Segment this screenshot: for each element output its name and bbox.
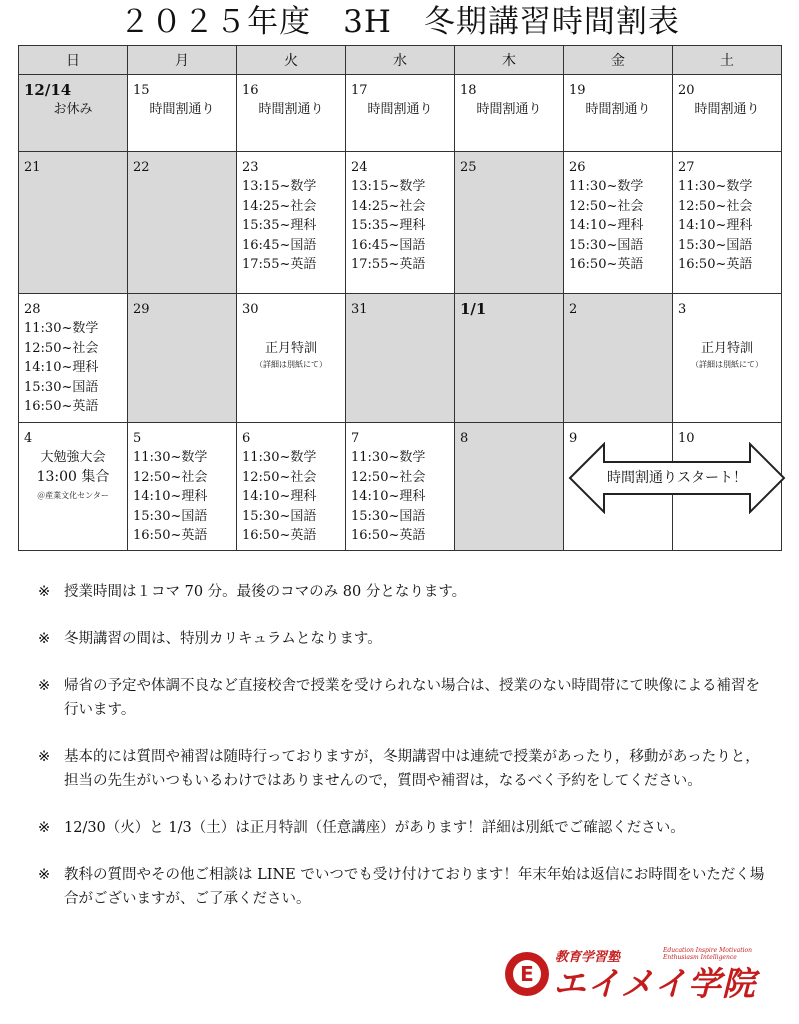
note-mark: ※ xyxy=(38,749,51,765)
notes-section xyxy=(38,580,773,934)
week-row-3 xyxy=(19,294,782,423)
class-slot: 15:30~国語 xyxy=(242,508,317,524)
day-number: 15 xyxy=(133,83,150,98)
day-number: 8 xyxy=(460,431,469,446)
class-slot: 15:30~国語 xyxy=(133,508,208,524)
day-number: 1/1 xyxy=(460,300,487,318)
logo-name: エイメイ学院 xyxy=(553,964,757,1003)
day-number: 9 xyxy=(569,431,578,446)
note-text: 基本的には質問や補習は随時行っておりますが，冬期講習中は連続で授業があったり，移動があったりと，担当の先生がいつもいるわけではありませんので，質問や補習は，なるべく予約をしてください。 xyxy=(64,749,760,789)
class-slot: 14:10~理科 xyxy=(351,489,426,504)
class-slot: 14:10~理科 xyxy=(133,489,208,504)
logo-emblem-icon xyxy=(505,952,549,996)
day-cell-24 xyxy=(346,152,455,294)
note-item xyxy=(38,627,773,651)
day-cell-27 xyxy=(673,152,782,294)
day-cell-26 xyxy=(564,152,673,294)
day-number: 25 xyxy=(460,160,477,175)
regular-start-label: 時間割通りスタート！ xyxy=(607,470,747,486)
class-slot: 16:50~英語 xyxy=(351,528,426,543)
class-slot: 11:30~数学 xyxy=(569,179,644,194)
day-cell-3 xyxy=(673,294,782,423)
class-slot: 15:30~国語 xyxy=(351,508,426,524)
class-slot: 15:30~国語 xyxy=(678,237,753,253)
special-training-label: 正月特訓 xyxy=(264,341,317,356)
day-cell-8 xyxy=(455,423,564,551)
class-slot: 15:35~理科 xyxy=(351,218,426,233)
day-number: 18 xyxy=(460,83,477,98)
logo-tagline: 教育学習塾 xyxy=(555,950,621,965)
day-number: 4 xyxy=(24,431,33,446)
logo-letter: E xyxy=(513,960,541,988)
day-number: 22 xyxy=(133,160,150,175)
day-number: 23 xyxy=(242,160,259,175)
class-slot: 12:50~社会 xyxy=(351,469,426,485)
day-cell-17 xyxy=(346,75,455,152)
class-slot: 12:50~社会 xyxy=(133,469,208,485)
special-training-note: （詳細は別紙にて） xyxy=(691,359,763,369)
day-number: 3 xyxy=(678,302,687,317)
class-slot: 11:30~数学 xyxy=(678,179,753,194)
day-number: 26 xyxy=(569,160,586,175)
class-slot: 14:25~社会 xyxy=(242,198,317,214)
special-training-note: （詳細は別紙にて） xyxy=(255,359,327,369)
class-slot: 14:10~理科 xyxy=(242,489,317,504)
weekday-sat: 土 xyxy=(673,46,782,75)
class-slot: 16:50~英語 xyxy=(242,528,317,543)
weekday-header-row xyxy=(19,46,782,75)
note-text: 帰省の予定や体調不良など直接校舎で授業を受けられない場合は、授業のない時間帯にて映像による補習を行います。 xyxy=(64,678,760,718)
class-slot: 15:30~国語 xyxy=(24,379,99,395)
class-slot: 14:10~理科 xyxy=(569,218,644,233)
day-number: 6 xyxy=(242,431,251,446)
weekday-thu: 木 xyxy=(455,46,564,75)
event-place: ＠産業文化センター xyxy=(37,491,109,500)
day-number: 12/14 xyxy=(24,81,72,99)
regular-schedule-label: 時間割通り xyxy=(258,102,324,117)
regular-schedule-label: 時間割通り xyxy=(585,102,651,117)
day-number: 2 xyxy=(569,302,578,317)
class-slot: 16:50~英語 xyxy=(569,257,644,272)
class-slot: 16:50~英語 xyxy=(678,257,753,272)
note-mark: ※ xyxy=(38,820,51,836)
day-cell-1-1 xyxy=(455,294,564,423)
note-item xyxy=(38,863,773,911)
day-number: 27 xyxy=(678,160,695,175)
regular-schedule-label: 時間割通り xyxy=(476,102,542,117)
class-slot: 11:30~数学 xyxy=(24,321,99,336)
day-cell-18 xyxy=(455,75,564,152)
day-cell-29 xyxy=(128,294,237,423)
class-slot: 16:50~英語 xyxy=(133,528,208,543)
weekday-sun: 日 xyxy=(19,46,128,75)
day-number: 16 xyxy=(242,83,259,98)
day-cell-20 xyxy=(673,75,782,152)
class-slot: 12:50~社会 xyxy=(678,198,753,214)
note-text: 授業時間は１コマ 70 分。最後のコマのみ 80 分となります。 xyxy=(64,584,467,600)
class-slot: 17:55~英語 xyxy=(351,257,426,272)
page-title: ２０２５年度 3H 冬期講習時間割表 xyxy=(119,4,680,40)
day-cell-6 xyxy=(237,423,346,551)
class-slot: 12:50~社会 xyxy=(242,469,317,485)
day-number: 21 xyxy=(24,160,41,175)
class-slot: 12:50~社会 xyxy=(24,340,99,356)
day-number: 28 xyxy=(24,302,41,317)
weekday-fri: 金 xyxy=(564,46,673,75)
class-slot: 17:55~英語 xyxy=(242,257,317,272)
class-slot: 13:15~数学 xyxy=(351,179,426,194)
note-mark: ※ xyxy=(38,631,51,647)
class-slot: 14:10~理科 xyxy=(678,218,753,233)
class-slot: 16:45~国語 xyxy=(242,237,317,253)
class-slot: 14:10~理科 xyxy=(24,360,99,375)
day-cell-25 xyxy=(455,152,564,294)
class-slot: 16:50~英語 xyxy=(24,399,99,414)
regular-start-arrow xyxy=(568,442,786,514)
day-cell-22 xyxy=(128,152,237,294)
note-mark: ※ xyxy=(38,584,51,600)
class-slot: 11:30~数学 xyxy=(133,450,208,465)
note-item xyxy=(38,580,773,604)
regular-schedule-label: 時間割通り xyxy=(694,102,760,117)
regular-schedule-label: 時間割通り xyxy=(367,102,433,117)
day-number: 20 xyxy=(678,83,695,98)
special-training-label: 正月特訓 xyxy=(700,341,753,356)
regular-schedule-label: 時間割通り xyxy=(149,102,215,117)
day-cell-23 xyxy=(237,152,346,294)
day-cell-7 xyxy=(346,423,455,551)
week-row-1 xyxy=(19,75,782,152)
day-number: 19 xyxy=(569,83,586,98)
class-slot: 16:45~国語 xyxy=(351,237,426,253)
logo-motto: Education Inspire Motivation Enthusiasm Intelligence xyxy=(663,947,752,961)
note-text: 教科の質問やその他ご相談は LINE でいつでも受け付けております！年末年始は返信にお時間をいただく場合がございますが、ご了承ください。 xyxy=(64,867,765,907)
day-number: 31 xyxy=(351,302,368,317)
weekday-tue: 火 xyxy=(237,46,346,75)
day-cell-30 xyxy=(237,294,346,423)
day-number: 29 xyxy=(133,302,150,317)
day-number: 7 xyxy=(351,431,360,446)
weekday-wed: 水 xyxy=(346,46,455,75)
weekday-mon: 月 xyxy=(128,46,237,75)
class-slot: 15:30~国語 xyxy=(569,237,644,253)
note-item xyxy=(38,745,773,793)
class-slot: 14:25~社会 xyxy=(351,198,426,214)
day-number: 30 xyxy=(242,302,259,317)
holiday-label: お休み xyxy=(53,102,93,117)
day-number: 10 xyxy=(678,431,695,446)
day-cell-19 xyxy=(564,75,673,152)
day-cell-28 xyxy=(19,294,128,423)
day-cell-5 xyxy=(128,423,237,551)
day-cell-15 xyxy=(128,75,237,152)
note-item xyxy=(38,674,773,722)
event-time: 13:00 集合 xyxy=(36,468,110,485)
day-cell-2 xyxy=(564,294,673,423)
note-mark: ※ xyxy=(38,867,51,883)
day-cell-21 xyxy=(19,152,128,294)
note-text: 冬期講習の間は、特別カリキュラムとなります。 xyxy=(64,631,382,647)
day-cell-12-14 xyxy=(19,75,128,152)
day-number: 24 xyxy=(351,160,368,175)
class-slot: 12:50~社会 xyxy=(569,198,644,214)
week-row-2 xyxy=(19,152,782,294)
day-number: 5 xyxy=(133,431,142,446)
event-name: 大勉強大会 xyxy=(40,450,106,465)
day-cell-4 xyxy=(19,423,128,551)
note-mark: ※ xyxy=(38,678,51,694)
class-slot: 13:15~数学 xyxy=(242,179,317,194)
class-slot: 11:30~数学 xyxy=(242,450,317,465)
class-slot: 11:30~数学 xyxy=(351,450,426,465)
day-cell-16 xyxy=(237,75,346,152)
class-slot: 15:35~理科 xyxy=(242,218,317,233)
note-item xyxy=(38,816,773,840)
day-number: 17 xyxy=(351,83,368,98)
day-cell-31 xyxy=(346,294,455,423)
note-text: 12/30（火）と 1/3（土）は正月特訓（任意講座）があります！詳細は別紙でご確認ください。 xyxy=(64,820,685,836)
school-logo xyxy=(505,946,775,1008)
